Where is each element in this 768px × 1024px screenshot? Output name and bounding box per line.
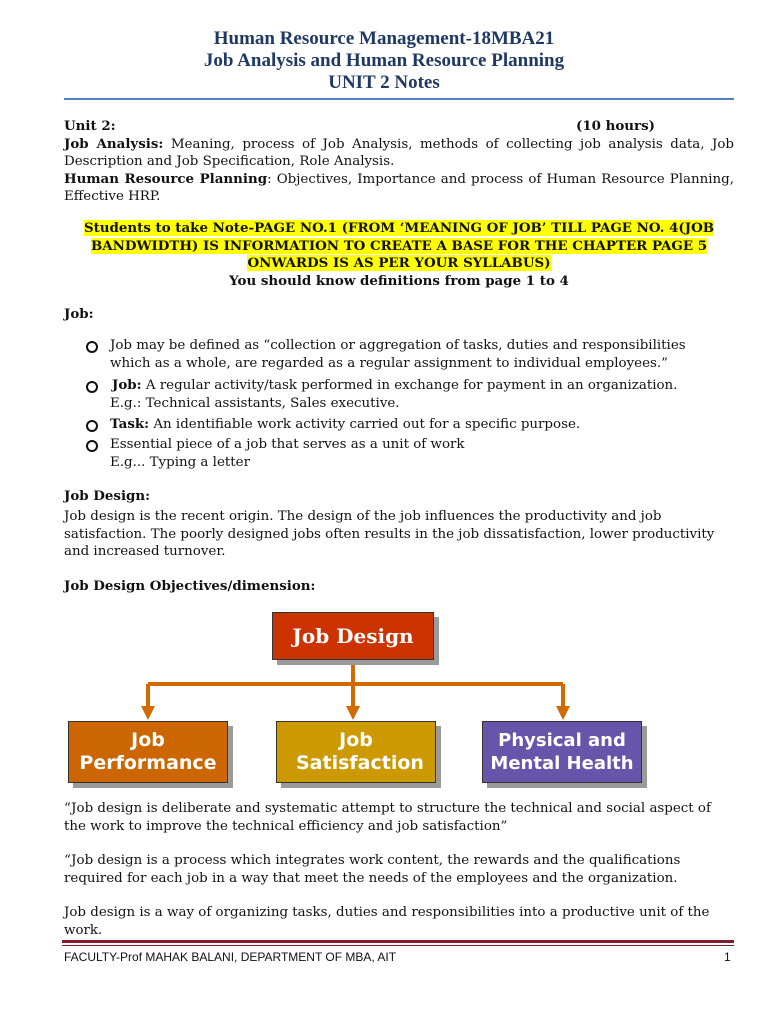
hrp-line (64, 171, 734, 206)
notice-highlight: Students to take Note-PAGE NO.1 (FROM ‘MEANING OF JOB’ TILL PAGE NO. 4(JOB BANDWIDTH) IS INFORMATION TO CREATE A BASE FOR THE CHAPTER PAGE 5 ONWARDS IS AS PER YOUR SYLLABUS) (83, 220, 715, 271)
bullet-icon (86, 341, 98, 357)
diagram-physical-mental-health (482, 721, 642, 783)
bullet-icon (86, 420, 98, 436)
bullet-icon (86, 440, 98, 456)
job-bullet-2 (112, 377, 732, 412)
job-design-objectives-heading: Job Design Objectives/dimension: (64, 578, 316, 594)
job-design-paragraph: Job design is the recent origin. The design of the job influences the productivity and job satisfaction. The poorly designed jobs often results in the job dissatisfaction, lower productivity and increased turnover. (64, 509, 715, 559)
job-bullet-2-example: E.g.: Technical assistants, Sales executive. (110, 395, 400, 411)
footer-rule (62, 940, 734, 943)
unit-hours: (10 hours) (576, 118, 655, 134)
job-bullet-2-text: A regular activity/task performed in exchange for payment in an organization. (141, 378, 678, 393)
header-line-3: UNIT 2 Notes (328, 72, 440, 93)
header-line-1: Human Resource Management-18MBA21 (213, 28, 555, 49)
diagram-root-job-design (272, 612, 434, 660)
unit-label: Unit 2: (64, 118, 116, 134)
job-bullet-3-text: An identifiable work activity carried out for a specific purpose. (149, 417, 581, 432)
arrow-head (141, 706, 155, 720)
quote-3: Job design is a way of organizing tasks, duties and responsibilities into a productive unit of the work. (64, 905, 710, 938)
notice-block (64, 220, 734, 290)
diagram-child2-label: Job Satisfaction (296, 729, 424, 774)
hrp-label: Human Resource Planning (64, 170, 268, 187)
quote-1: “Job design is deliberate and systematic attempt to structure the technical and social aspect of the work to improve the technical efficiency and job satisfaction” (64, 801, 711, 834)
diagram-job-satisfaction (276, 721, 436, 783)
bullet-icon (86, 381, 98, 397)
footer-faculty: FACULTY-Prof MAHAK BALANI, DEPARTMENT OF MBA, AIT (64, 950, 397, 964)
unit-block (64, 118, 734, 206)
diagram-child3-label: Physical and Mental Health (490, 730, 634, 774)
footer-rule-thin (62, 945, 734, 946)
arrow-head (346, 706, 360, 720)
job-analysis-label: Job Analysis: (64, 135, 164, 152)
job-analysis-text: Meaning, process of Job Analysis, methods of collecting job analysis data, Job Description and Job Specification, Role Analysis. (64, 136, 734, 169)
quote-2: “Job design is a process which integrates work content, the rewards and the qualifications required for each job in a way that meet the needs of the employees and the organization. (64, 853, 681, 886)
job-bullet-4-example: E.g... Typing a letter (110, 454, 250, 470)
diagram-child1-label: Job Performance (79, 729, 217, 774)
job-design-heading: Job Design: (64, 488, 151, 504)
job-bullet-3-label: Task: (110, 416, 150, 432)
connector-arrows (141, 706, 570, 720)
job-bullet-2-label: Job: (112, 377, 142, 393)
diagram-root-label: Job Design (292, 623, 414, 648)
notice-subline: You should know definitions from page 1 to 4 (229, 272, 569, 289)
diagram-job-performance (68, 721, 228, 783)
job-bullet-4-text: Essential piece of a job that serves as a unit of work (110, 437, 465, 452)
job-bullet-4 (110, 436, 730, 471)
header-line-2: Job Analysis and Human Resource Planning (203, 50, 565, 71)
job-bullet-1: Job may be defined as “collection or aggregation of tasks, duties and responsibilities which as a whole, are regarded as a regular assignment to individual employees.” (110, 338, 686, 371)
hrp-text: : Objectives, Importance and process of Human Resource Planning, Effective HRP. (64, 171, 734, 204)
header-rule (64, 98, 734, 100)
arrow-head (556, 706, 570, 720)
connector-lines (148, 660, 563, 708)
job-bullet-3 (110, 416, 730, 434)
footer-page-number: 1 (724, 950, 731, 964)
job-analysis-line (64, 136, 734, 171)
job-heading: Job: (64, 306, 94, 322)
